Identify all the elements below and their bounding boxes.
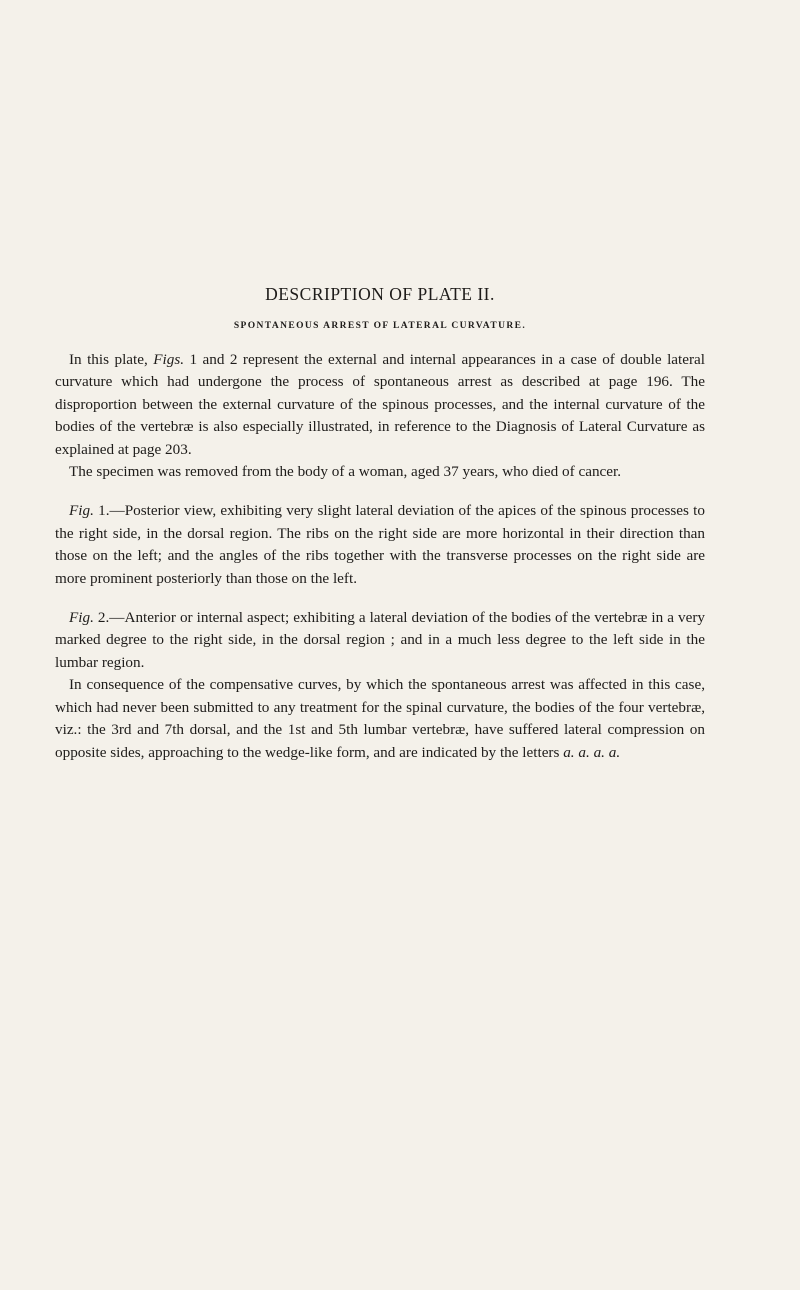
figs-label: Figs. [153, 351, 185, 368]
fig2-text: 2.—Anterior or internal aspect; exhibiting a lateral deviation of the bodies of the vertebræ in a very marked degree to the right side, in the dorsal region ; and in a much less degree to the left side in the lumbar region. [55, 609, 705, 671]
section-subtitle: SPONTANEOUS ARREST OF LATERAL CURVATURE. [233, 321, 527, 331]
letters-label: a. a. a. a. [563, 743, 621, 761]
fig1-paragraph [55, 500, 705, 590]
intro-paragraph [55, 349, 705, 461]
compensative-text: In consequence of the compensative curves, by which the spontaneous arrest was affected in this case, which had never been submitted to any treatment for the spinal curvature, the bodies of the four vertebræ, viz.: the 3rd and 7th dorsal, and the 1st and 5th lumbar vertebræ, have suffered lateral compression on opposite sides, approaching to the wedge-like form, and are indicated by the letters [55, 676, 705, 761]
fig2-paragraph [55, 607, 705, 674]
fig2-label: Fig. [69, 609, 94, 627]
fig1-label: Fig. [69, 502, 94, 520]
page-title: DESCRIPTION OF PLATE II. [265, 284, 495, 304]
fig1-text: 1.—Posterior view, exhibiting very slight lateral deviation of the apices of the spinous processes to the right side, in the dorsal region. The ribs on the right side are more horizontal in their direction than those on the left; and the angles of the ribs together with the transverse processes on the right side are more prominent posteriorly than those on the left. [55, 502, 705, 587]
specimen-paragraph: The specimen was removed from the body of a woman, aged 37 years, who died of cancer. [69, 463, 622, 481]
compensative-paragraph [55, 674, 705, 764]
intro-text-rest: 1 and 2 represent the external and internal appearances in a case of double lateral curvature which had undergone the process of spontaneous arrest as described at page 196. The disproportion between the external curvature of the spinous processes, and the internal curvature of the bodies of the vertebræ is also especially illustrated, in reference to the Diagnosis of Lateral Curvature as explained at page 203. [55, 351, 706, 458]
intro-text-start: In this plate, [69, 351, 154, 368]
